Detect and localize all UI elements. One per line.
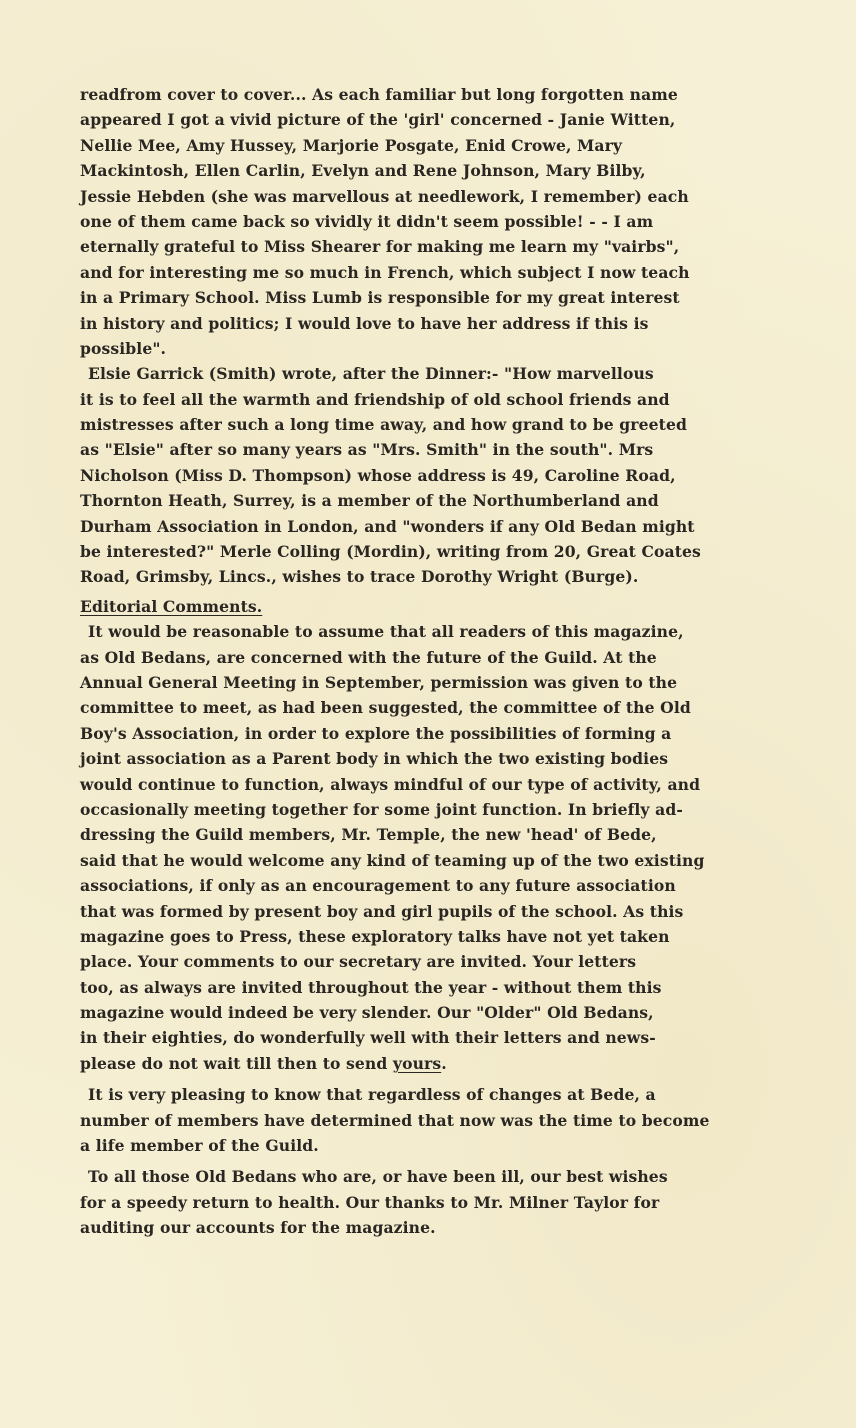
section-heading: Editorial Comments.: [80, 596, 263, 616]
text-line: joint association as a Parent body in which the two existing bodies: [80, 749, 669, 769]
letter-paragraph-2: [80, 361, 780, 590]
text-line: dressing the Guild members, Mr. Temple, the new 'head' of Bede,: [80, 825, 657, 845]
text-line: Mackintosh, Ellen Carlin, Evelyn and Rene Johnson, Mary Bilby,: [80, 161, 646, 181]
text-line: it is to feel all the warmth and friendship of old school friends and: [80, 389, 670, 409]
text-line: and for interesting me so much in French, which subject I now teach: [80, 262, 690, 282]
editorial-section: [80, 594, 780, 1076]
text-line: Road, Grimsby, Lincs., wishes to trace Dorothy Wright (Burge).: [80, 567, 639, 587]
text-line: auditing our accounts for the magazine.: [80, 1218, 436, 1238]
text-line: number of members have determined that now was the time to become: [80, 1110, 710, 1130]
document-body: [80, 82, 780, 1241]
text-line: as Old Bedans, are concerned with the future of the Guild. At the: [80, 647, 657, 667]
text-line: To all those Old Bedans who are, or have been ill, our best wishes: [88, 1167, 668, 1187]
text-line: one of them came back so vividly it didn't seem possible! - - I am: [80, 211, 654, 231]
text-line: for a speedy return to health. Our thanks to Mr. Milner Taylor for: [80, 1192, 660, 1212]
text-line: be interested?" Merle Colling (Mordin), writing from 20, Great Coates: [80, 542, 701, 562]
text-line: in history and politics; I would love to have her address if this is: [80, 313, 649, 333]
text-line: Jessie Hebden (she was marvellous at needlework, I remember) each: [80, 186, 689, 206]
text-line: committee to meet, as had been suggested, the committee of the Old: [80, 698, 691, 718]
text-line: It is very pleasing to know that regardless of changes at Bede, a: [88, 1085, 656, 1105]
text-line: Nellie Mee, Amy Hussey, Marjorie Posgate, Enid Crowe, Mary: [80, 135, 623, 155]
text-line: magazine goes to Press, these exploratory talks have not yet taken: [80, 926, 670, 946]
text-line: readfrom cover to cover... As each familiar but long forgotten name: [80, 85, 678, 104]
text-line: a life member of the Guild.: [80, 1136, 319, 1156]
text-line: mistresses after such a long time away, and how grand to be greeted: [80, 415, 687, 435]
text-line: Elsie Garrick (Smith) wrote, after the Dinner:- "How marvellous: [88, 364, 654, 384]
text-line: Durham Association in London, and "wonders if any Old Bedan might: [80, 516, 695, 536]
text-line: appeared I got a vivid picture of the 'girl' concerned - Janie Witten,: [80, 110, 676, 130]
text-line: Annual General Meeting in September, permission was given to the: [80, 672, 678, 692]
text-line: It would be reasonable to assume that all readers of this magazine,: [88, 622, 684, 642]
text-line: Nicholson (Miss D. Thompson) whose address is 49, Caroline Road,: [80, 465, 676, 485]
text-line: occasionally meeting together for some joint function. In briefly ad-: [80, 799, 683, 819]
text-line: in their eighties, do wonderfully well with their letters and news-: [80, 1028, 656, 1048]
text-line: said that he would welcome any kind of teaming up of the two existing: [80, 850, 705, 870]
text-line: in a Primary School. Miss Lumb is responsible for my great interest: [80, 288, 680, 308]
text-line: too, as always are invited throughout the year - without them this: [80, 977, 662, 997]
life-members-paragraph: [80, 1082, 780, 1158]
text-line: magazine would indeed be very slender. Our "Older" Old Bedans,: [80, 1003, 654, 1023]
text-line: that was formed by present boy and girl pupils of the school. As this: [80, 901, 684, 921]
text-line: [80, 1051, 780, 1076]
text-line: possible".: [80, 338, 167, 358]
text-fragment: .: [441, 1053, 447, 1073]
text-fragment: please do not wait till then to send: [80, 1053, 393, 1073]
text-line: associations, if only as an encouragement to any future association: [80, 876, 676, 896]
text-line: would continue to function, always mindful of our type of activity, and: [80, 774, 701, 794]
underlined-word: yours: [392, 1053, 442, 1073]
letter-paragraph-1: [80, 82, 780, 361]
text-line: place. Your comments to our secretary are invited. Your letters: [80, 952, 637, 972]
text-line: eternally grateful to Miss Shearer for making me learn my "vairbs",: [80, 237, 680, 257]
best-wishes-paragraph: [80, 1164, 780, 1240]
text-line: Thornton Heath, Surrey, is a member of the Northumberland and: [80, 491, 659, 511]
text-line: Boy's Association, in order to explore the possibilities of forming a: [80, 723, 672, 743]
text-line: as "Elsie" after so many years as "Mrs. Smith" in the south". Mrs: [80, 440, 654, 460]
